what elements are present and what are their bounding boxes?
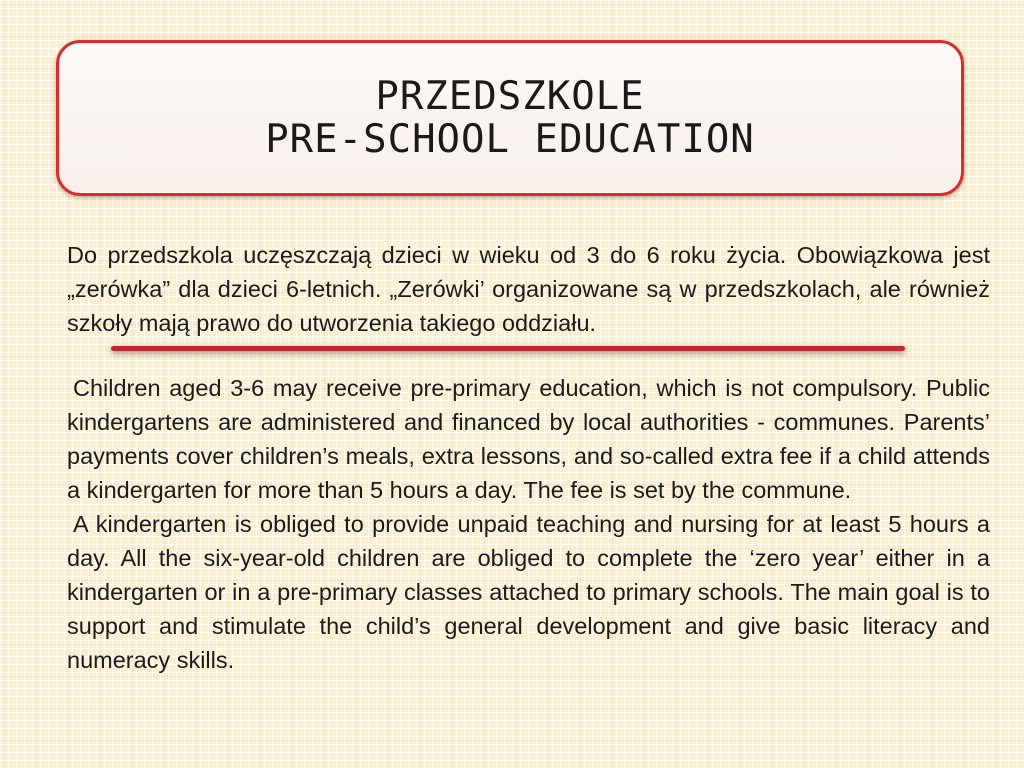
paragraph-polish: Do przedszkola uczęszczają dzieci w wieku od 3 do 6 roku życia. Obowiązkowa jest „zerówka” dla dzieci 6-letnich. „Zerówki’ organizowane są w przedszkolach, ale również szkoły mają prawo do utworzenia takiego oddziału. [67,242,990,336]
title-english: PRE-SCHOOL EDUCATION [265,117,755,162]
paragraph-english-1: Children aged 3-6 may receive pre-primary education, which is not compulsory. Public kindergartens are administered and financed by local authorities - communes. Parents’ payments cover children’s meals, extra lessons, and so-called extra fee if a child attends a kindergarten for more than 5 hours a day. The fee is set by the commune. [67,375,990,503]
section-divider [111,346,905,351]
content-area [67,238,990,677]
title-polish: PRZEDSZKOLE [375,74,645,119]
paragraph-english-2: A kindergarten is obliged to provide unpaid teaching and nursing for at least 5 hours a day. All the six-year-old children are obliged to complete the ‘zero year’ either in a kindergarten or in a pre-primary classes attached to primary schools. The main goal is to support and stimulate the child’s general development and give basic literacy and numeracy skills. [67,511,990,673]
title-box [56,40,964,196]
